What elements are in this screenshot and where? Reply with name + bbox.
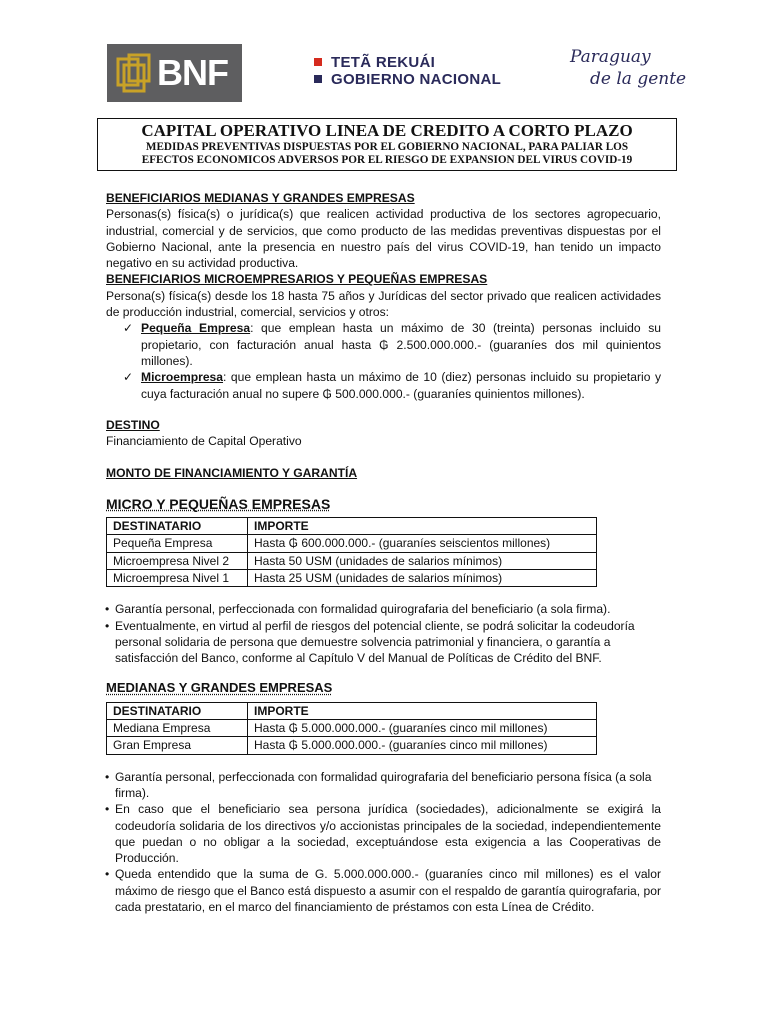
table-cell: Mediana Empresa (107, 720, 248, 737)
red-square-icon (314, 58, 322, 66)
table-row (107, 737, 597, 754)
gov-line-2: GOBIERNO NACIONAL (331, 71, 502, 88)
check-item-label: Pequeña Empresa (141, 321, 251, 336)
micro-section-title: MICRO Y PEQUEÑAS EMPRESAS (106, 495, 331, 512)
document-body (106, 190, 661, 915)
brand-line-2: de la gente (590, 69, 687, 89)
paraguay-brand-logo (570, 46, 686, 90)
bnf-logo-text: BNF (157, 52, 228, 93)
bullet-text: Queda entendido que la suma de G. 5.000.000.000.- (guaraníes cinco mil millones) es el valor máximo de riesgo que el Banco está dispuesto a asumir con el respaldo de garantía quirografaria, por cada prestatario, en el marco del financiamiento de préstamos con esta Línea de Crédito. (115, 867, 661, 914)
bullet-icon: • (105, 802, 110, 817)
document-subtitle-1: MEDIDAS PREVENTIVAS DISPUESTAS POR EL GOBIERNO NACIONAL, PARA PALIAR LOS (145, 141, 629, 153)
table-cell: Hasta ₲ 5.000.000.000.- (guaraníes cinco mil millones) (248, 720, 597, 737)
government-logo (314, 54, 501, 88)
table-row (107, 535, 597, 552)
table-cell: Hasta 50 USM (unidades de salarios mínimos) (248, 552, 597, 569)
table-header-cell: DESTINATARIO (107, 518, 248, 535)
table-cell: Hasta 25 USM (unidades de salarios mínimos) (248, 569, 597, 586)
check-item-text: : que emplean hasta un máximo de 30 (treinta) personas incluido su propietario, con facturación anual hasta ₲ 2.500.000.000.- (guaraníes dos mil quinientos millones). (141, 321, 661, 368)
bullet-icon: • (105, 618, 110, 633)
table-cell: Microempresa Nivel 1 (107, 569, 248, 586)
bullet-icon: • (105, 867, 110, 882)
monto-heading: MONTO DE FINANCIAMIENTO Y GARANTÍA (106, 466, 358, 481)
benef-medianas-heading: BENEFICIARIOS MEDIANAS Y GRANDES EMPRESAS (106, 191, 415, 205)
check-item-text: : que emplean hasta un máximo de 10 (diez) personas incluido su propietario y cuya facturación anual no supere ₲ 500.000.000.- (guaraníes quinientos millones). (141, 370, 661, 401)
check-icon: ✓ (123, 321, 134, 336)
table-header-row (107, 518, 597, 535)
table-cell: Gran Empresa (107, 737, 248, 754)
gov-line-1: TETÃ REKUÁI (331, 54, 436, 71)
check-item (106, 320, 661, 369)
table-cell: Microempresa Nivel 2 (107, 552, 248, 569)
bullet-icon: • (105, 769, 110, 784)
table-row (107, 552, 597, 569)
document-title: CAPITAL OPERATIVO LINEA DE CREDITO A CORTO PLAZO (141, 121, 633, 140)
benef-medianas-text: Personas(s) física(s) o jurídica(s) que realicen actividad productiva de los sectores agropecuario, industrial, comercial y de servicios, que como producto de las medidas preventivas dispuestas por el Gobierno Nacional, ante la presencia en nuestro país del virus COVID-19, han tenido un impacto negativo en su actividad productiva. (106, 207, 661, 271)
bullet-text: Garantía personal, perfeccionada con formalidad quirografaria del beneficiario (a sola firma). (115, 602, 611, 617)
brand-line-1: Paraguay (570, 47, 651, 67)
table-header-cell: IMPORTE (248, 702, 597, 719)
bullet-item (105, 601, 661, 617)
destino-heading: DESTINO (106, 417, 160, 432)
bullet-text: Eventualmente, en virtud al perfil de riesgos del potencial cliente, se podrá solicitar la codeudoría personal solidaria de persona que demuestre solvencia patrimonial y financiera, o garantía a satisfacción del Banco, conforme al Capítulo V del Manual de Políticas de Crédito del BNF. (115, 618, 635, 666)
benef-micro-heading: BENEFICIARIOS MICROEMPRESARIOS Y PEQUEÑAS EMPRESAS (106, 272, 488, 287)
navy-square-icon (314, 75, 322, 83)
table-header-cell: DESTINATARIO (107, 702, 248, 719)
bnf-logo-mark-icon (115, 53, 155, 93)
page-header (107, 44, 687, 104)
micro-financing-table (106, 517, 597, 587)
check-icon: ✓ (123, 370, 134, 385)
bullet-item (105, 866, 661, 915)
check-item (106, 369, 661, 402)
bullet-text: Garantía personal, perfeccionada con formalidad quirografaria del beneficiario persona física (a sola firma). (115, 769, 652, 800)
bullet-item (105, 801, 661, 866)
bnf-logo (107, 44, 242, 102)
table-header-row (107, 702, 597, 719)
check-item-label: Microempresa (141, 370, 224, 385)
table-header-cell: IMPORTE (248, 518, 597, 535)
benef-micro-text: Persona(s) física(s) desde los 18 hasta 75 años y Jurídicas del sector privado que realicen actividades de producción industrial, comercial, servicios y otros: (106, 288, 661, 320)
bullet-icon: • (105, 602, 110, 617)
table-cell: Pequeña Empresa (107, 535, 248, 552)
bullet-text: En caso que el beneficiario sea persona jurídica (sociedades), adicionalmente se exigirá la codeudoría solidaria de los directivos y/o accionistas principales de la sociedad, independientemente que puedan o no obligar a la sociedad, exceptuándose esta exigencia a las Cooperativas de Producción. (115, 802, 661, 866)
bullet-item (105, 618, 661, 667)
document-title-box (97, 118, 677, 171)
document-subtitle-2: EFECTOS ECONOMICOS ADVERSOS POR EL RIESGO DE EXPANSION DEL VIRUS COVID-19 (141, 154, 633, 166)
table-cell: Hasta ₲ 5.000.000.000.- (guaraníes cinco mil millones) (248, 737, 597, 754)
medianas-section-title: MEDIANAS Y GRANDES EMPRESAS (106, 680, 333, 696)
table-cell: Hasta ₲ 600.000.000.- (guaraníes seiscientos millones) (248, 535, 597, 552)
bullet-item (105, 769, 661, 802)
destino-text: Financiamiento de Capital Operativo (106, 434, 302, 449)
medianas-financing-table (106, 702, 597, 755)
table-row (107, 720, 597, 737)
table-row (107, 569, 597, 586)
